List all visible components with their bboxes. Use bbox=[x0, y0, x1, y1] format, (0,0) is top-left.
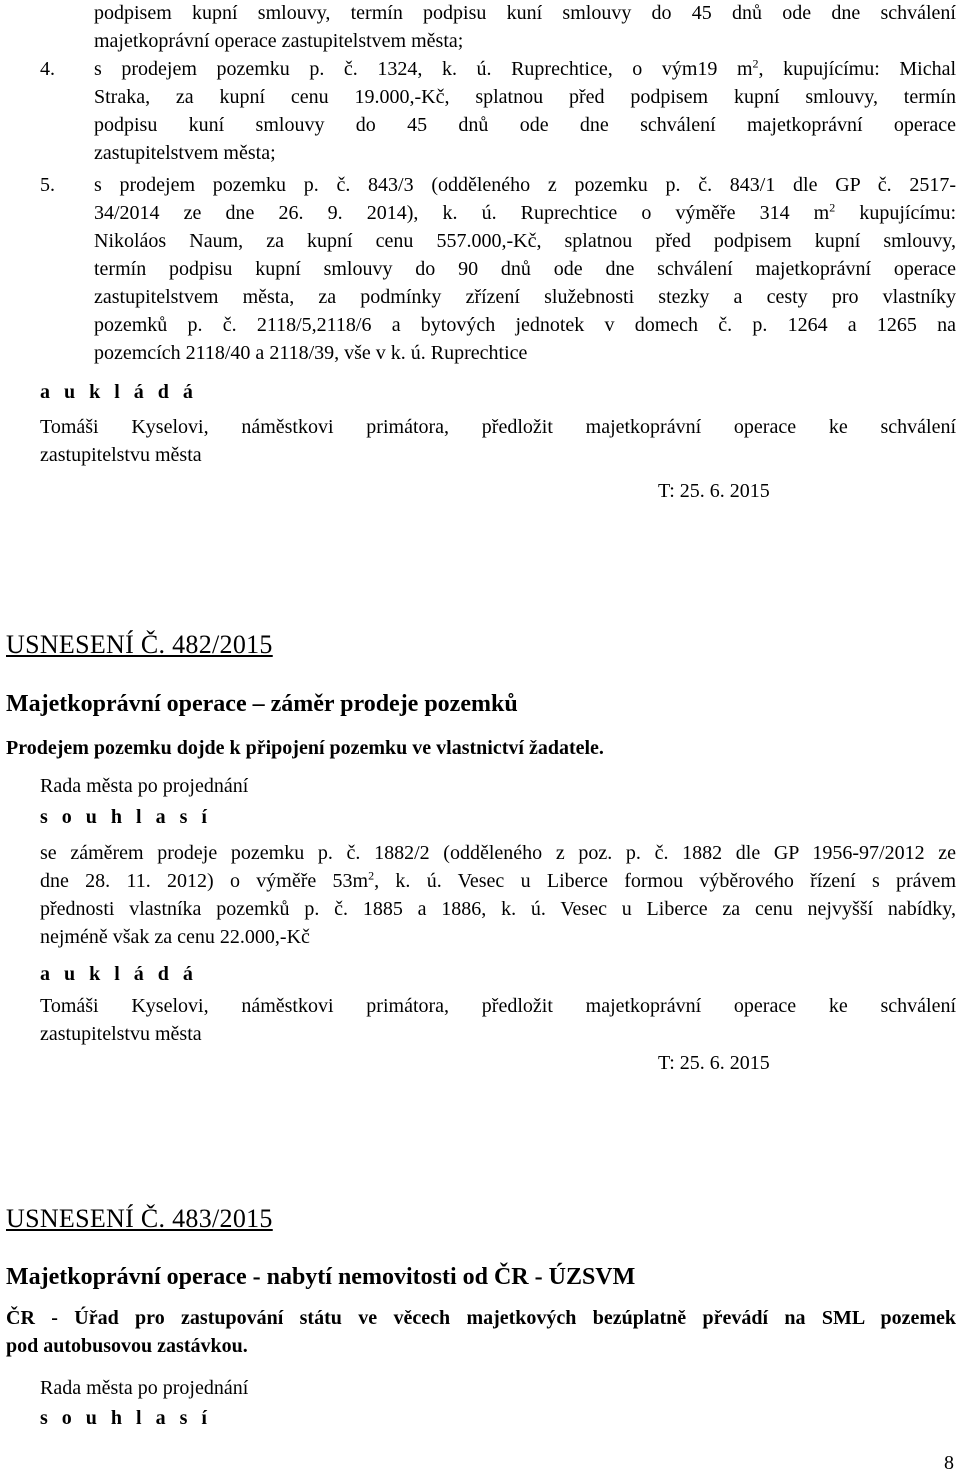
resolution-summary: Prodejem pozemku dojde k připojení pozemku ve vlastnictví žadatele. bbox=[6, 737, 604, 759]
list-number: 4. bbox=[40, 58, 55, 80]
text-line bbox=[40, 867, 956, 895]
page-number: 8 bbox=[944, 1452, 954, 1474]
text-line: zastupitelstvu města bbox=[40, 444, 202, 466]
text-line: s prodejem pozemku p. č. 843/3 (odděleného z pozemku p. č. 843/1 dle GP č. 2517- bbox=[94, 174, 956, 196]
list-item-5 bbox=[94, 171, 956, 367]
task-paragraph bbox=[40, 992, 956, 1048]
text-fragment: dne 28. 11. 2012) o výměře 53m bbox=[40, 870, 369, 892]
item-continuation bbox=[94, 0, 956, 55]
text-line: ČR - Úřad pro zastupování státu ve věcech majetkových bezúplatně převádí na SML pozemek bbox=[6, 1307, 956, 1329]
text-line bbox=[94, 55, 956, 83]
text-line: majetkoprávní operace zastupitelstvem města; bbox=[94, 30, 464, 52]
text-line: zastupitelstvu města bbox=[40, 1023, 202, 1045]
resolution-heading: USNESENÍ Č. 483/2015 bbox=[6, 1204, 273, 1233]
resolution-title: Majetkoprávní operace - nabytí nemovitosti od ČR - ÚZSVM bbox=[6, 1264, 636, 1290]
text-line: se záměrem prodeje pozemku p. č. 1882/2 (odděleného z poz. p. č. 1882 dle GP 1956-97/2012 ze bbox=[40, 842, 956, 864]
souhlasi-keyword: s o u h l a s í bbox=[40, 806, 212, 828]
list-number: 5. bbox=[40, 174, 55, 196]
text-line: přednosti vlastníka pozemků p. č. 1885 a 1886, k. ú. Vesec u Liberce za cenu nejvyšší nabídky, bbox=[40, 898, 956, 920]
deadline: T: 25. 6. 2015 bbox=[658, 1052, 770, 1074]
text-line: pozemků p. č. 2118/5,2118/6 a bytových jednotek v domech č. p. 1264 a 1265 na bbox=[94, 314, 956, 336]
text-line: pozemcích 2118/40 a 2118/39, vše v k. ú. Ruprechtice bbox=[94, 342, 528, 364]
resolution-summary bbox=[6, 1304, 956, 1360]
text-line: pod autobusovou zastávkou. bbox=[6, 1335, 248, 1357]
text-fragment: kupujícímu: bbox=[835, 202, 956, 224]
text-line: podpisu kuní smlouvy do 45 dnů ode dne schválení majetkoprávní operace bbox=[94, 114, 956, 136]
deadline: T: 25. 6. 2015 bbox=[658, 480, 770, 502]
text-line: Tomáši Kyselovi, náměstkovi primátora, předložit majetkoprávní operace ke schválení bbox=[40, 995, 956, 1017]
text-fragment: , k. ú. Vesec u Liberce formou výběrového řízení s právem bbox=[374, 870, 956, 892]
uklada-keyword: a u k l á d á bbox=[40, 963, 198, 985]
text-line: nejméně však za cenu 22.000,-Kč bbox=[40, 926, 310, 948]
text-line: zastupitelstvem města, za podmínky zřízení služebnosti stezky a cesty pro vlastníky bbox=[94, 286, 956, 308]
text-line: termín podpisu kupní smlouvy do 90 dnů ode dne schválení majetkoprávní operace bbox=[94, 258, 956, 280]
text-line: podpisem kupní smlouvy, termín podpisu kuní smlouvy do 45 dnů ode dne schválení bbox=[94, 2, 956, 24]
text-fragment: , kupujícímu: Michal bbox=[758, 58, 957, 80]
superscript: 2 bbox=[368, 868, 375, 883]
souhlasi-keyword: s o u h l a s í bbox=[40, 1407, 212, 1429]
text-line: Straka, za kupní cenu 19.000,-Kč, splatnou před podpisem kupní smlouvy, termín bbox=[94, 86, 956, 108]
task-paragraph bbox=[40, 413, 956, 469]
superscript: 2 bbox=[752, 56, 759, 71]
text-line: Nikoláos Naum, za kupní cenu 557.000,-Kč, splatnou před podpisem kupní smlouvy, bbox=[94, 230, 956, 252]
resolution-heading: USNESENÍ Č. 482/2015 bbox=[6, 630, 273, 659]
text-fragment: s prodejem pozemku p. č. 1324, k. ú. Ruprechtice, o vým19 m bbox=[94, 58, 753, 80]
council-intro: Rada města po projednání bbox=[40, 1377, 249, 1399]
text-line bbox=[94, 199, 956, 227]
list-item-4 bbox=[94, 55, 956, 167]
resolution-title: Majetkoprávní operace – záměr prodeje pozemků bbox=[6, 691, 518, 717]
council-intro: Rada města po projednání bbox=[40, 775, 249, 797]
text-line: zastupitelstvem města; bbox=[94, 142, 276, 164]
text-line: Tomáši Kyselovi, náměstkovi primátora, předložit majetkoprávní operace ke schválení bbox=[40, 416, 956, 438]
resolution-text bbox=[40, 839, 956, 951]
uklada-keyword: a u k l á d á bbox=[40, 381, 198, 403]
text-fragment: 34/2014 ze dne 26. 9. 2014), k. ú. Ruprechtice o výměře 314 m bbox=[94, 202, 830, 224]
superscript: 2 bbox=[829, 200, 836, 215]
